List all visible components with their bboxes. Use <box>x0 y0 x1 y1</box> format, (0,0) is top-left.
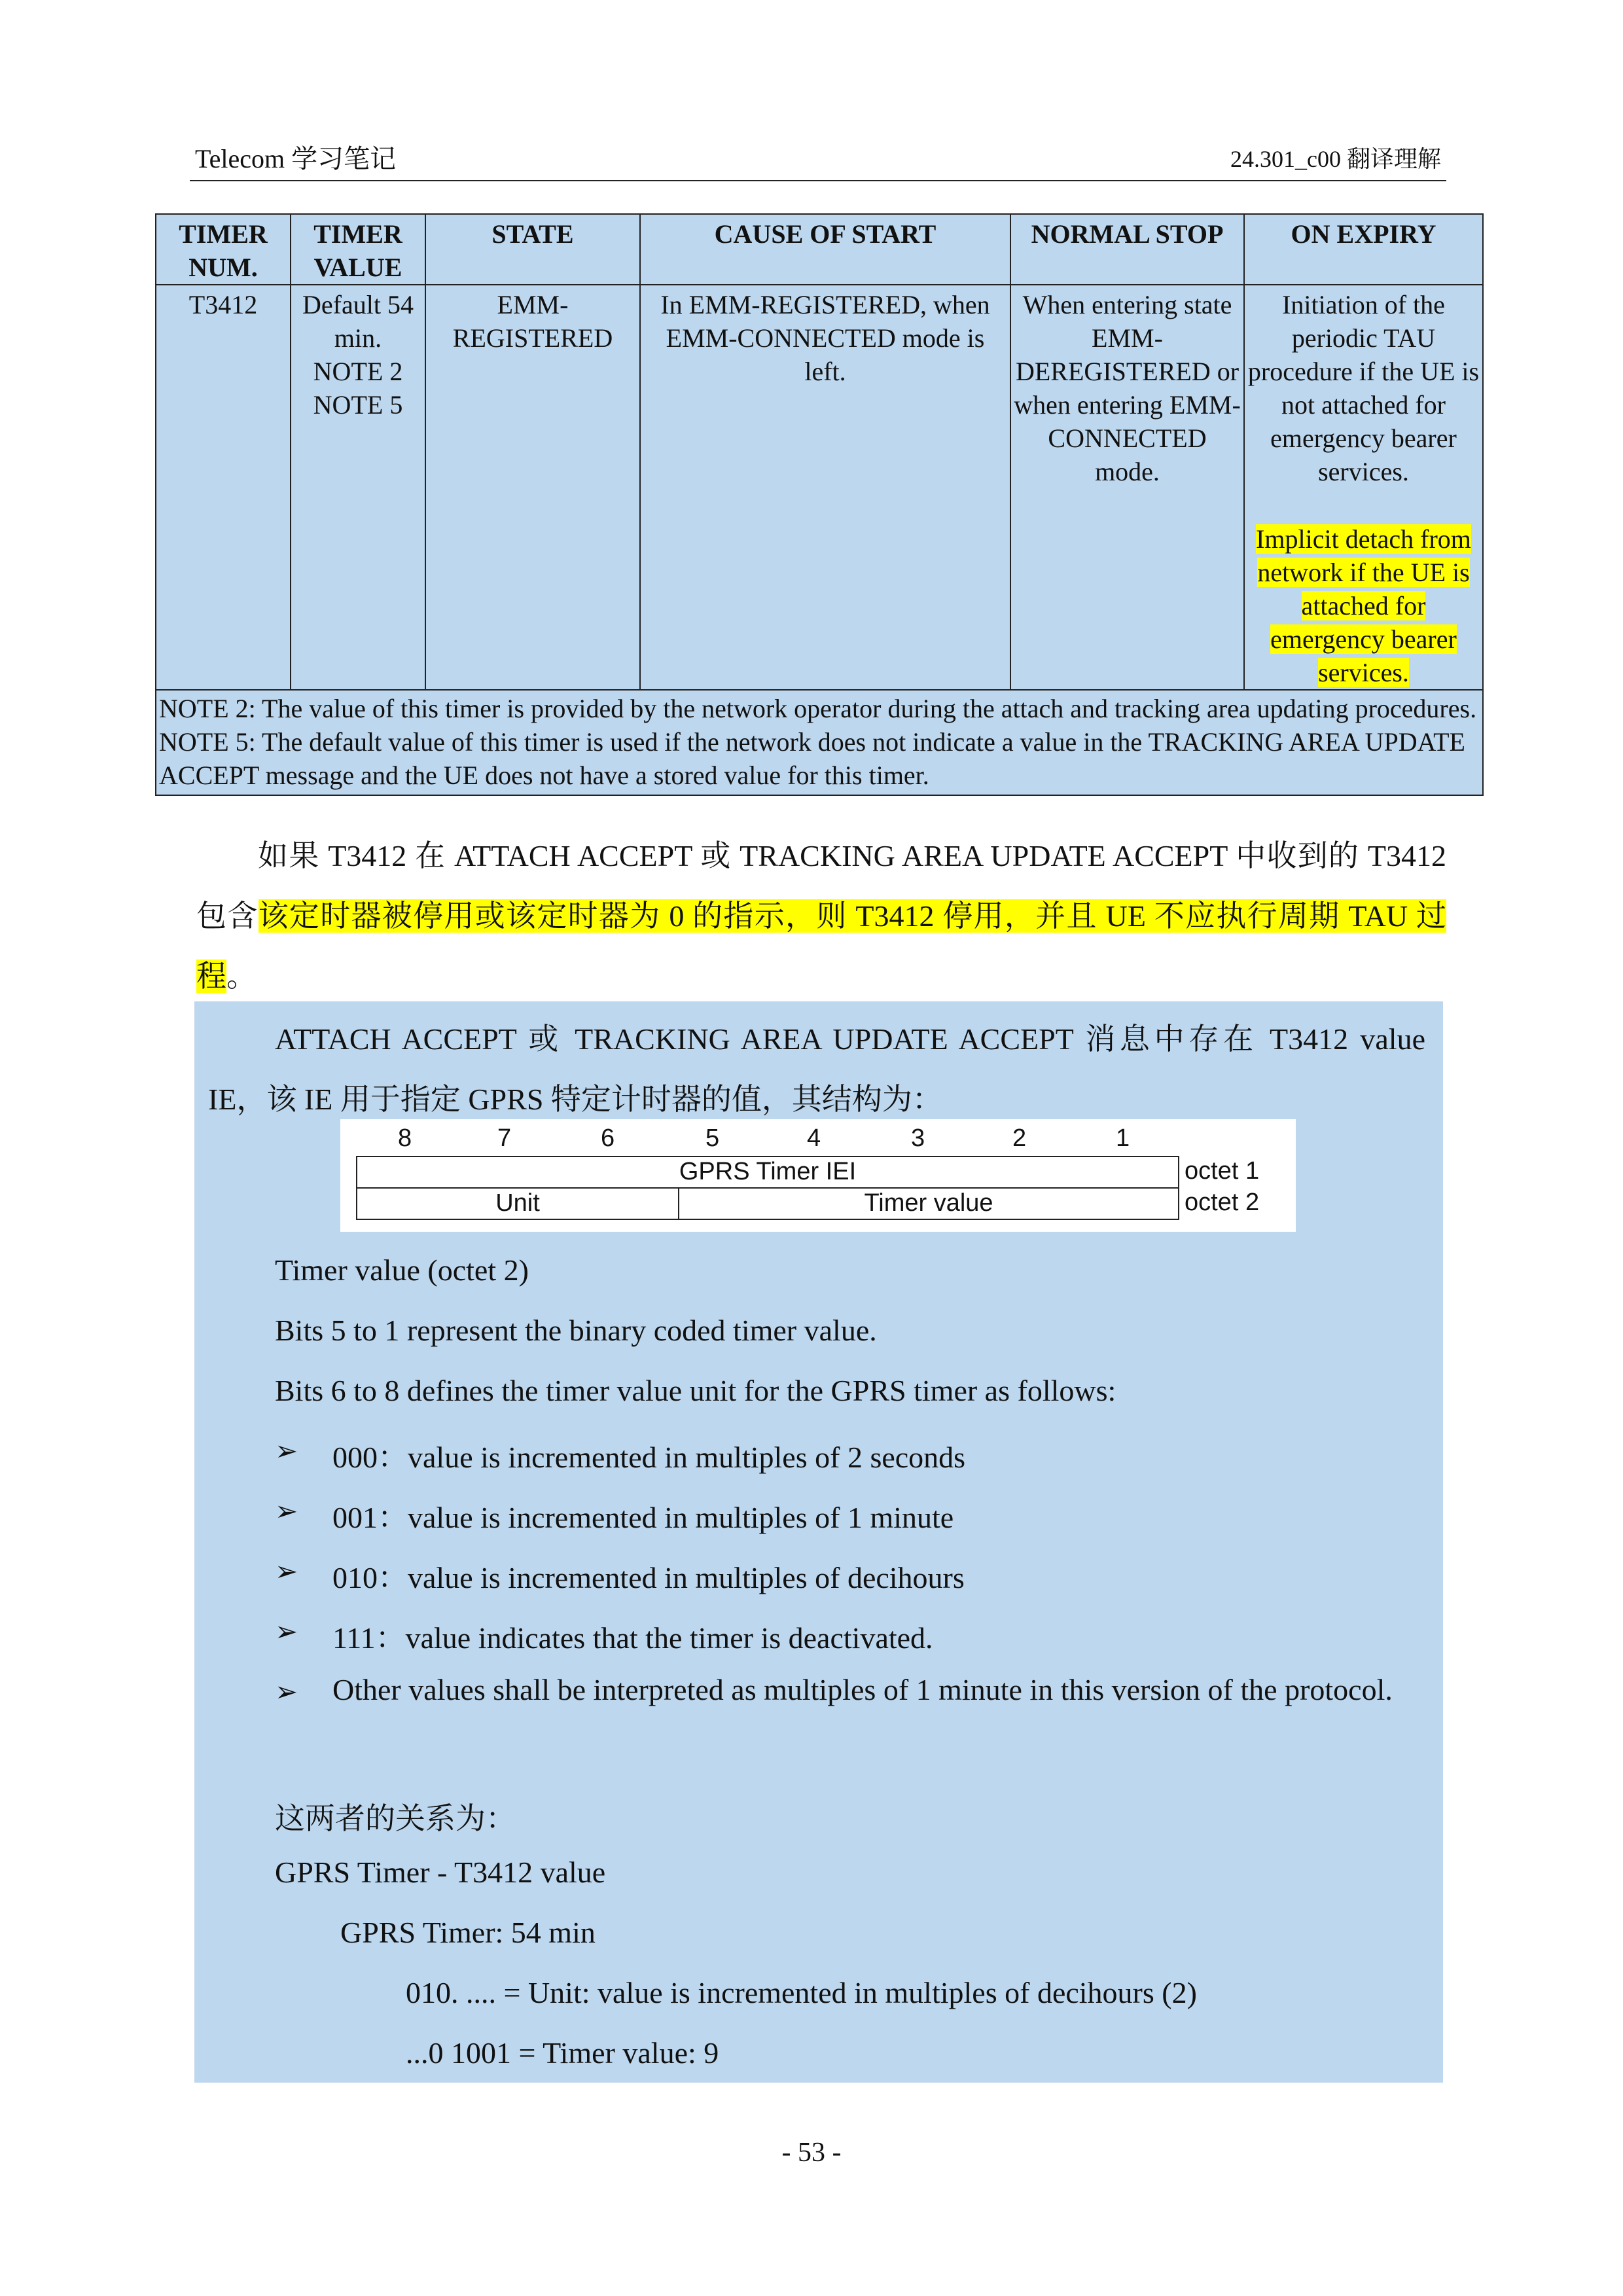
octet-1-label: octet 1 <box>1185 1157 1260 1185</box>
bits-5-to-1: Bits 5 to 1 represent the binary coded timer value. <box>275 1314 877 1347</box>
note-5: NOTE 5: The default value of this timer is used if the network does not indicate a value in the TRACKING AREA UPDATE ACCEPT message and the UE does not have a stored value for this timer. <box>159 727 1465 790</box>
bit-2-label: 2 <box>1012 1124 1027 1152</box>
bit-3-label: 3 <box>911 1124 925 1152</box>
bit-6-label: 6 <box>601 1124 615 1152</box>
table-notes-row <box>156 690 1483 795</box>
bullet-arrow-icon: ➢ <box>275 1557 298 1587</box>
bullet-other-values <box>332 1660 1419 1720</box>
bullet-unit-000: 000：value is incremented in multiples of 2 seconds <box>332 1441 966 1474</box>
bit-7-label: 7 <box>497 1124 512 1152</box>
trace-line-3: 010. .... = Unit: value is incremented in multiples of decihours (2) <box>406 1976 1197 2009</box>
header-doc-ref: 24.301_c00 翻译理解 <box>1230 146 1441 172</box>
header-timer-num: TIMER NUM. <box>156 214 291 285</box>
table-row <box>156 285 1483 690</box>
bits-6-to-8: Bits 6 to 8 defines the timer value unit for the GPRS timer as follows: <box>275 1374 1116 1407</box>
timer-table <box>155 213 1484 796</box>
cell-state: EMM-REGISTERED <box>425 285 640 690</box>
expiry-highlight-text: Implicit detach from network if the UE is attached for emergency bearer services. <box>1256 524 1471 687</box>
trace-line-1: GPRS Timer - T3412 value <box>275 1856 606 1889</box>
paragraph-highlight-text: 该定时器被停用或该定时器为 0 的指示，则 T3412 停用，并且 UE 不应执行周期 TAU 过程 <box>196 899 1446 993</box>
cell-timer-value: Default 54 min. NOTE 2 NOTE 5 <box>291 285 425 690</box>
paragraph-t3412 <box>196 826 1446 1007</box>
timer-value-field: Timer value <box>678 1187 1179 1220</box>
header-state: STATE <box>425 214 640 285</box>
cell-on-expiry <box>1244 285 1483 690</box>
ie-intro <box>208 1009 1425 1130</box>
bullet-unit-111: 111：value indicates that the timer is deactivated. <box>332 1621 933 1655</box>
bullet-unit-010: 010：value is incremented in multiples of decihours <box>332 1561 965 1594</box>
paragraph-end-mark: 。 <box>226 960 257 993</box>
bit-1-label: 1 <box>1116 1124 1130 1152</box>
iei-field: GPRS Timer IEI <box>356 1156 1179 1189</box>
cell-normal-stop: When entering state EMM-DEREGISTERED or when entering EMM-CONNECTED mode. <box>1010 285 1244 690</box>
bullet-arrow-icon: ➢ <box>275 1497 298 1527</box>
bullet-other-values-text: Other values shall be interpreted as multiples of 1 minute in this version of the protocol. <box>332 1673 1393 1706</box>
bullet-unit-001: 001：value is incremented in multiples of 1 minute <box>332 1501 954 1534</box>
relation-heading: 这两者的关系为： <box>275 1802 516 1835</box>
bullet-arrow-icon: ➢ <box>275 1617 298 1647</box>
page-number: - 53 - <box>781 2138 842 2168</box>
notes-cell <box>156 690 1483 795</box>
expiry-text: Initiation of the periodic TAU procedure if the UE is not attached for emergency bearer services. <box>1247 290 1480 486</box>
bit-4-label: 4 <box>807 1124 821 1152</box>
octet-2-label: octet 2 <box>1185 1189 1260 1216</box>
header-title: Telecom 学习笔记 <box>195 144 397 173</box>
paragraph-plain-text: 如果 T3412 在 ATTACH ACCEPT 或 TRACKING AREA UPDATE ACCEPT 中收到的 T3412 包含 <box>196 839 1446 933</box>
header-timer-value: TIMER VALUE <box>291 214 425 285</box>
bit-5-label: 5 <box>705 1124 720 1152</box>
cell-timer-num: T3412 <box>156 285 291 690</box>
trace-line-4: ...0 1001 = Timer value: 9 <box>406 2036 719 2070</box>
gprs-timer-ie-diagram <box>340 1119 1296 1232</box>
note-2: NOTE 2: The value of this timer is provided by the network operator during the attach and tracking area updating procedures. <box>159 694 1477 723</box>
header-cause-of-start: CAUSE OF START <box>640 214 1010 285</box>
bullet-arrow-icon: ➢ <box>275 1437 298 1467</box>
timer-value-title: Timer value (octet 2) <box>275 1253 529 1287</box>
bit-8-label: 8 <box>398 1124 412 1152</box>
page-header <box>190 134 1446 181</box>
bullet-arrow-icon: ➢ <box>275 1677 298 1708</box>
cell-cause-of-start: In EMM-REGISTERED, when EMM-CONNECTED mode is left. <box>640 285 1010 690</box>
ie-intro-text: ATTACH ACCEPT 或 TRACKING AREA UPDATE ACCEPT 消息中存在 T3412 value IE，该 IE 用于指定 GPRS 特定计时器的值，其结构为： <box>208 1022 1425 1116</box>
trace-line-2: GPRS Timer: 54 min <box>340 1916 596 1949</box>
table-header-row <box>156 214 1483 285</box>
header-on-expiry: ON EXPIRY <box>1244 214 1483 285</box>
header-normal-stop: NORMAL STOP <box>1010 214 1244 285</box>
unit-field: Unit <box>356 1187 679 1220</box>
